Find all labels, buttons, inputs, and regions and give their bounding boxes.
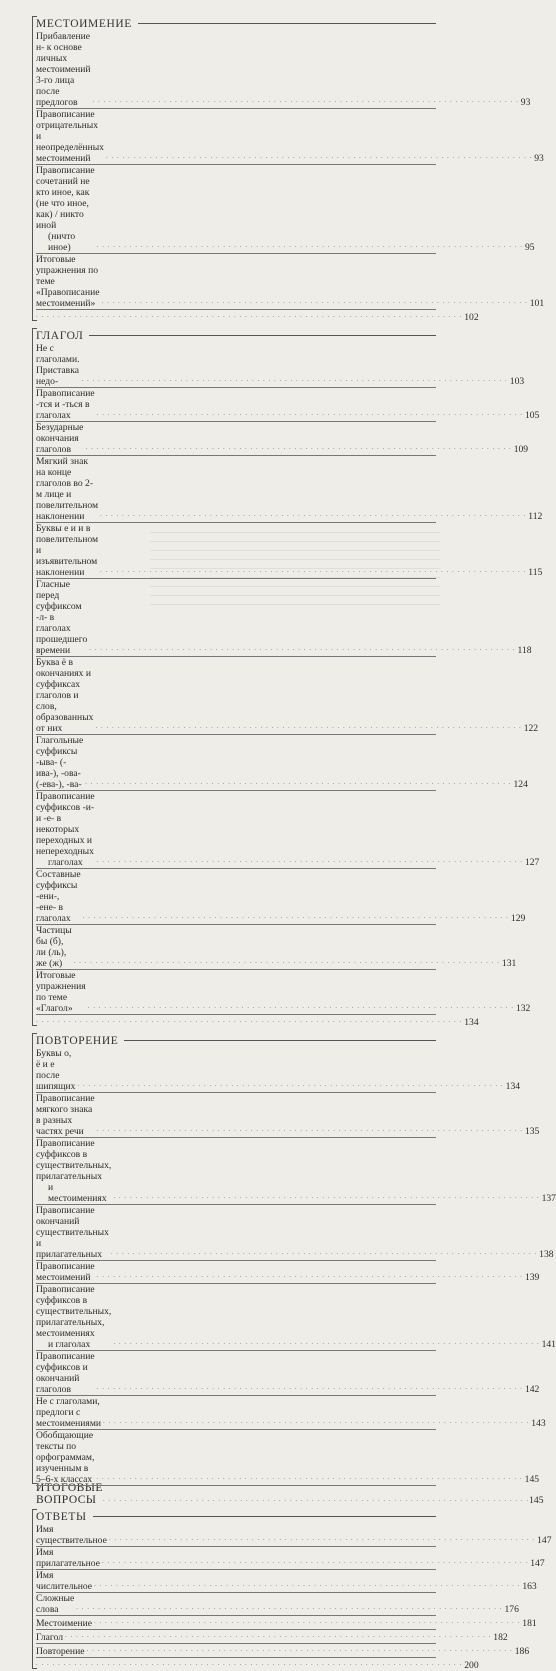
page-number: 137	[541, 1193, 556, 1204]
page-number: 145	[529, 1495, 544, 1506]
entry-title	[36, 254, 101, 309]
page-number: 131	[501, 958, 517, 969]
page-number: 129	[510, 913, 526, 924]
dot-leader: . . . . . . . . . . . . . . . . . . . . . . . . . . . . . . . . . . . . . . . . . . . . . . . . . . . . . . . . . . . . . . . . . . . . . . . . . . . . . .	[77, 1080, 504, 1088]
page-number: 138	[539, 1249, 554, 1260]
page-number: 112	[528, 511, 543, 522]
toc-entry[interactable]	[36, 1593, 519, 1616]
dot-leader: . . . . . . . . . . . . . . . . . . . . . . . . . . . . . . . . . . . . . . . . . . . . . . . . . . . . . . . . . . . . . . . . . . . . . . . . . . . . . .	[100, 510, 527, 518]
entry-title-text: Итоговые упражнения по теме «Глагол»	[36, 970, 86, 1014]
toc-entry[interactable]	[36, 1351, 540, 1396]
entry-title-text: Правописание суффиксов и окончаний глаголов	[36, 1351, 95, 1395]
entry-title	[36, 343, 82, 387]
page-number: 122	[523, 723, 539, 734]
dot-leader: . . . . . . . . . . . . . . . . . . . . . . . . . . . . . . . . . . . . . . . . . . . . . . . . . . . . . . . . . . . . . . . . . . . . . . . . . . . . . .	[101, 297, 528, 305]
page-number: 102	[464, 312, 479, 323]
dot-leader: . . . . . . . . . . . . . . . . . . . . . . . . . . . . . . . . . . . . . . . . . . . . . . . . . . . . . . . . . . . . . . . . . . . . . . . . . . . . . .	[81, 375, 508, 383]
section-2	[36, 328, 543, 1028]
dot-leader: . . . . . . . . . . . . . . . . . . . . . . . . . . . . . . . . . . . . . . . . . . . . . . . . . . . . . . . . . . . . . . . . . . . . . . . . . . . . . .	[110, 1248, 538, 1256]
toc-entry[interactable]	[36, 1093, 540, 1138]
toc-entry[interactable]	[36, 1396, 546, 1430]
page-number: 186	[514, 1646, 530, 1657]
section-bracket	[32, 1509, 37, 1669]
toc-entry[interactable]	[36, 1547, 545, 1570]
dot-leader: . . . . . . . . . . . . . . . . . . . . . . . . . . . . . . . . . . . . . . . . . . . . . . . . . . . . . . . . . . . . . . . . . . . . . . . . . . . . . .	[94, 1617, 521, 1625]
entry-title-continuation: глаголах	[48, 857, 83, 868]
entry-title-text: Не с глаголами, предлоги с местоимениями	[36, 1396, 102, 1429]
entry-title-continuation: (ничто иное)	[48, 231, 76, 253]
dot-leader: . . . . . . . . . . . . . . . . . . . . . . . . . . . . . . . . . . . . . . . . . . . . . . . . . . . . . . . . . . . . . . . . . . . . . . . . . . . . . .	[85, 778, 512, 786]
page-number: 181	[522, 1618, 537, 1629]
entry-title	[36, 165, 97, 253]
entry-title-text: Обобщающие тексты по орфограммам, изученным в 5–6-х классах	[36, 1430, 95, 1485]
entry-title	[36, 1048, 77, 1092]
entry-title-text: Правописание окончаний существительных и прилагательных	[36, 1205, 109, 1260]
toc-entry[interactable]	[36, 109, 544, 165]
entry-title	[36, 1351, 97, 1395]
entry-title-text: Имя существительное	[36, 1524, 107, 1546]
toc-entry[interactable]	[36, 1616, 537, 1630]
entry-title-text: Правописание отрицательных и неопределённых местоимений	[36, 109, 104, 164]
section-bracket	[32, 1033, 37, 1484]
toc-entry[interactable]	[36, 869, 526, 925]
dot-leader: . . . . . . . . . . . . . . . . . . . . . . . . . . . . . . . . . . . . . . . . . . . . . . . . . . . . . . . . . . . . . . . . . . . . . . . . . . . . . .	[85, 443, 512, 451]
toc-entry[interactable]	[36, 1524, 552, 1547]
page-number: 141	[541, 1339, 556, 1350]
dot-leader: . . . . . . . . . . . . . . . . . . . . . . . . . . . . . . . . . . . . . . . . . . . . . . . . . . . . . . . . . . . . . . . . . . . . . . . . . . . . . .	[96, 1383, 523, 1391]
entry-title-text: Не с глаголами. Приставка недо-	[36, 343, 80, 387]
toc-entry[interactable]	[36, 735, 528, 791]
section-rule	[138, 23, 436, 24]
section-rule	[89, 335, 436, 336]
dot-leader: . . . . . . . . . . . . . . . . . . . . . . . . . . . . . . . . . . . . . . . . . . . . . . . . . . . . . . . . . . . . . . . . . . . . . . . . . . . . . .	[96, 1473, 523, 1481]
entry-title	[36, 388, 97, 421]
dot-leader: . . . . . . . . . . . . . . . . . . . . . . . . . . . . . . . . . . . . . . . . . . . . . . . . . . . . . . . . . . . . . . . . . . . . . . . . . . . . . .	[108, 1534, 536, 1542]
dot-leader: . . . . . . . . . . . . . . . . . . . . . . . . . . . . . . . . . . . . . . . . . . . . . . . . . . . . . . . . . . . . . . . . . . . . . . . . . . . . . .	[36, 1016, 463, 1024]
page-number: 143	[531, 1418, 546, 1429]
page-number: 134	[505, 1081, 521, 1092]
entry-title-text: Сложные слова	[36, 1593, 75, 1615]
toc-entry[interactable]	[36, 165, 535, 254]
dot-leader: . . . . . . . . . . . . . . . . . . . . . . . . . . . . . . . . . . . . . . . . . . . . . . . . . . . . . . . . . . . . . . . . . . . . . . . . . . . . . .	[82, 912, 509, 920]
entry-title	[36, 925, 74, 969]
dot-leader: . . . . . . . . . . . . . . . . . . . . . . . . . . . . . . . . . . . . . . . . . . . . . . . . . . . . . . . . . . . . . . . . . . . . . . . . . . . . . .	[100, 566, 527, 574]
dot-leader: . . . . . . . . . . . . . . . . . . . . . . . . . . . . . . . . . . . . . . . . . . . . . . . . . . . . . . . . . . . . . . . . . . . . . . . . . . . . . .	[113, 1338, 540, 1346]
section-title: ПОВТОРЕНИЕ	[36, 1034, 119, 1047]
entry-title-text: Буквы о, ё и е после шипящих	[36, 1048, 76, 1092]
section-heading	[36, 1509, 436, 1524]
entry-title-text: Повторение	[36, 1646, 85, 1657]
entry-title	[36, 1547, 102, 1569]
page-number: 134	[464, 1017, 479, 1028]
dot-leader: . . . . . . . . . . . . . . . . . . . . . . . . . . . . . . . . . . . . . . . . . . . . . . . . . . . . . . . . . . . . . . . . . . . . . . . . . . . . . .	[96, 241, 523, 249]
entry-title-text: Имя числительное	[36, 1570, 93, 1592]
page-number: 109	[513, 444, 529, 455]
toc-entry[interactable]	[36, 388, 540, 422]
dot-leader: . . . . . . . . . . . . . . . . . . . . . . . . . . . . . . . . . . . . . . . . . . . . . . . . . . . . . . . . . . . . . . . . . . . . . . . . . . . . . .	[102, 1495, 530, 1503]
dot-leader: . . . . . . . . . . . . . . . . . . . . . . . . . . . . . . . . . . . . . . . . . . . . . . . . . . . . . . . . . . . . . . . . . . . . . . . . . . . . . .	[73, 957, 500, 965]
page-number: 103	[509, 376, 525, 387]
final-questions-title: ИТОГОВЫЕ ВОПРОСЫ	[36, 1482, 103, 1506]
section-heading	[36, 16, 436, 31]
entry-title-continuation: и глаголах	[48, 1339, 91, 1350]
entry-title	[36, 1430, 96, 1485]
entry-title-text: Правописание -тся и -ться в глаголах	[36, 388, 95, 421]
dot-leader: . . . . . . . . . . . . . . . . . . . . . . . . . . . . . . . . . . . . . . . . . . . . . . . . . . . . . . . . . . . . . . . . . . . . . . . . . . . . . .	[96, 409, 523, 417]
entry-title	[36, 1261, 97, 1283]
page-number: 118	[517, 645, 532, 656]
section-3	[36, 1033, 556, 1486]
toc-entry[interactable]	[36, 31, 531, 109]
section-bracket	[32, 328, 37, 1026]
page-number: 139	[524, 1272, 540, 1283]
entry-title	[36, 657, 95, 734]
page-number: 163	[522, 1581, 537, 1592]
entry-title	[36, 735, 85, 790]
page-number: 95	[524, 242, 535, 253]
entry-title-text: Итоговые упражнения по теме «Правописание местоимений»	[36, 254, 100, 309]
section-bracket	[32, 16, 37, 321]
toc-entry[interactable]	[36, 422, 529, 456]
page-number: 105	[524, 410, 540, 421]
entry-title-text: Мягкий знак на конце глаголов во 2-м лице и повелительном наклонении	[36, 456, 99, 522]
dot-leader: . . . . . . . . . . . . . . . . . . . . . . . . . . . . . . . . . . . . . . . . . . . . . . . . . . . . . . . . . . . . . . . . . . . . . . . . . . . . . .	[101, 1557, 529, 1565]
entry-title-text: Местоимение	[36, 1618, 93, 1629]
toc-entry[interactable]	[36, 523, 543, 579]
page-number: 145	[524, 1474, 540, 1485]
entry-title-text: Частицы бы (б), ли (ль), же (ж)	[36, 925, 72, 969]
section-title: ГЛАГОЛ	[36, 329, 84, 342]
entry-title	[36, 422, 85, 455]
toc-entry[interactable]	[36, 1284, 556, 1351]
page-number: 182	[493, 1632, 508, 1643]
entry-title-text: Глагольные суффиксы -ыва- (-ива-), -ова- (-ева-), -ва-	[36, 735, 84, 790]
page-number: 101	[529, 298, 545, 309]
toc-entry[interactable]	[36, 1048, 521, 1093]
page-number: 200	[464, 1660, 479, 1671]
entry-title	[36, 791, 97, 868]
page-number: 93	[534, 153, 544, 164]
answers-section	[36, 1509, 552, 1671]
toc-entry[interactable]	[36, 1261, 540, 1284]
toc-entry[interactable]	[36, 1430, 540, 1486]
final-questions-entry[interactable]	[36, 1482, 544, 1506]
entry-title	[36, 1093, 97, 1137]
entry-title	[36, 109, 106, 164]
entry-title-text: Безударные окончания глаголов	[36, 422, 84, 455]
page-number: 135	[524, 1126, 540, 1137]
entry-title-text: Имя прилагательное	[36, 1547, 100, 1569]
dot-leader: . . . . . . . . . . . . . . . . . . . . . . . . . . . . . . . . . . . . . . . . . . . . . . . . . . . . . . . . . . . . . . . . . . . . . . . . . . . . . .	[96, 1271, 523, 1279]
entry-title	[36, 523, 100, 578]
toc-entry[interactable]	[36, 579, 532, 657]
dot-leader: . . . . . . . . . . . . . . . . . . . . . . . . . . . . . . . . . . . . . . . . . . . . . . . . . . . . . . . . . . . . . . . . . . . . . . . . . . . . . .	[95, 722, 522, 730]
entry-title	[36, 1646, 86, 1657]
entry-title	[36, 1396, 103, 1429]
entry-title-text: Гласные перед суффиксом -л- в глаголах прошедшего времени	[36, 579, 88, 656]
dot-leader: . . . . . . . . . . . . . . . . . . . . . . . . . . . . . . . . . . . . . . . . . . . . . . . . . . . . . . . . . . . . . . . . . . . . . . . . . . . . . .	[105, 152, 533, 160]
toc-entry[interactable]	[36, 1205, 554, 1261]
dot-leader: . . . . . . . . . . . . . . . . . . . . . . . . . . . . . . . . . . . . . . . . . . . . . . . . . . . . . . . . . . . . . . . . . . . . . . . . . . . . . .	[96, 1125, 523, 1133]
dot-leader: . . . . . . . . . . . . . . . . . . . . . . . . . . . . . . . . . . . . . . . . . . . . . . . . . . . . . . . . . . . . . . . . . . . . . . . . . . . . . .	[36, 311, 463, 319]
entry-title-text: Буква ё в окончаниях и суффиксах глаголов и слов, образованных от них	[36, 657, 94, 734]
toc-entry[interactable]	[36, 1644, 530, 1658]
toc-entry[interactable]	[36, 925, 517, 970]
toc-entry[interactable]	[36, 1570, 537, 1593]
section-title: МЕСТОИМЕНИЕ	[36, 17, 132, 30]
section-heading	[36, 328, 436, 343]
entry-title	[36, 1632, 65, 1643]
toc-entry[interactable]	[36, 254, 545, 310]
dot-leader: . . . . . . . . . . . . . . . . . . . . . . . . . . . . . . . . . . . . . . . . . . . . . . . . . . . . . . . . . . . . . . . . . . . . . . . . . . . . . .	[89, 644, 516, 652]
entry-title-text: Правописание мягкого знака в разных частях речи	[36, 1093, 95, 1137]
entry-title	[36, 970, 88, 1014]
entry-title	[36, 1570, 94, 1592]
page-number: 147	[530, 1558, 545, 1569]
entry-title-text: Правописание суффиксов -и- и -е- в некоторых переходных и непереходных	[36, 791, 95, 857]
entry-title-text: Прибавление н- к основе личных местоимений 3-го лица после предлогов	[36, 31, 91, 108]
dot-leader: . . . . . . . . . . . . . . . . . . . . . . . . . . . . . . . . . . . . . . . . . . . . . . . . . . . . . . . . . . . . . . . . . . . . . . . . . . . . . .	[36, 1659, 463, 1667]
section-title: ОТВЕТЫ	[36, 1510, 87, 1523]
entry-title-text: Правописание суффиксов в существительных, прилагательных, местоимениях	[36, 1284, 112, 1339]
page-number: 127	[524, 857, 540, 868]
page-number: 132	[515, 1003, 531, 1014]
entry-title-text: Глагол	[36, 1632, 64, 1643]
dot-leader: . . . . . . . . . . . . . . . . . . . . . . . . . . . . . . . . . . . . . . . . . . . . . . . . . . . . . . . . . . . . . . . . . . . . . . . . . . . . . .	[113, 1192, 540, 1200]
section-rule	[93, 1516, 436, 1517]
entry-title-text: Буквы е и и в повелительном и изъявительном наклонении	[36, 523, 99, 578]
toc-entry[interactable]	[36, 456, 543, 523]
entry-title	[36, 1284, 113, 1350]
toc-entry[interactable]	[36, 343, 525, 388]
dot-leader: . . . . . . . . . . . . . . . . . . . . . . . . . . . . . . . . . . . . . . . . . . . . . . . . . . . . . . . . . . . . . . . . . . . . . . . . . . . . . .	[86, 1645, 513, 1653]
dot-leader: . . . . . . . . . . . . . . . . . . . . . . . . . . . . . . . . . . . . . . . . . . . . . . . . . . . . . . . . . . . . . . . . . . . . . . . . . . . . . .	[103, 1417, 530, 1425]
dot-leader: . . . . . . . . . . . . . . . . . . . . . . . . . . . . . . . . . . . . . . . . . . . . . . . . . . . . . . . . . . . . . . . . . . . . . . . . . . . . . .	[87, 1002, 514, 1010]
toc-entry[interactable]	[36, 1630, 508, 1644]
entry-title	[36, 1138, 113, 1204]
dot-leader: . . . . . . . . . . . . . . . . . . . . . . . . . . . . . . . . . . . . . . . . . . . . . . . . . . . . . . . . . . . . . . . . . . . . . . . . . . . . . .	[65, 1631, 492, 1639]
entry-title	[36, 1618, 94, 1629]
section-1	[36, 16, 545, 323]
entry-title-text: Правописание местоимений	[36, 1261, 95, 1283]
entry-title	[36, 31, 93, 108]
page-number: 147	[537, 1535, 552, 1546]
toc-entry[interactable]	[36, 791, 540, 869]
entry-title	[36, 579, 89, 656]
section-end-page	[36, 1658, 479, 1671]
entry-title	[36, 1524, 109, 1546]
dot-leader: . . . . . . . . . . . . . . . . . . . . . . . . . . . . . . . . . . . . . . . . . . . . . . . . . . . . . . . . . . . . . . . . . . . . . . . . . . . . . .	[94, 1580, 521, 1588]
toc-entry[interactable]	[36, 970, 531, 1015]
section-end-page	[36, 310, 479, 323]
page-number: 124	[513, 779, 528, 790]
toc-entry[interactable]	[36, 657, 539, 735]
entry-title-text: Составные суффиксы -ени-, -ене- в глаголах	[36, 869, 81, 924]
entry-title	[36, 456, 100, 522]
dot-leader: . . . . . . . . . . . . . . . . . . . . . . . . . . . . . . . . . . . . . . . . . . . . . . . . . . . . . . . . . . . . . . . . . . . . . . . . . . . . . .	[92, 96, 519, 104]
entry-title	[36, 1205, 111, 1260]
entry-title-continuation: и местоимениях	[48, 1182, 107, 1204]
dot-leader: . . . . . . . . . . . . . . . . . . . . . . . . . . . . . . . . . . . . . . . . . . . . . . . . . . . . . . . . . . . . . . . . . . . . . . . . . . . . . .	[76, 1603, 503, 1611]
dot-leader: . . . . . . . . . . . . . . . . . . . . . . . . . . . . . . . . . . . . . . . . . . . . . . . . . . . . . . . . . . . . . . . . . . . . . . . . . . . . . .	[96, 856, 523, 864]
page-number: 176	[504, 1604, 519, 1615]
entry-title	[36, 1593, 76, 1615]
page-number: 142	[524, 1384, 540, 1395]
toc-entry[interactable]	[36, 1138, 556, 1205]
section-heading	[36, 1033, 436, 1048]
section-rule	[124, 1040, 436, 1041]
entry-title	[36, 869, 83, 924]
page-number: 115	[528, 567, 543, 578]
entry-title-text: Правописание суффиксов в существительных, прилагательных	[36, 1138, 112, 1182]
section-end-page	[36, 1015, 479, 1028]
entry-title-text: Правописание сочетаний не кто иное, как (не что иное, как) / никто иной	[36, 165, 95, 231]
page-number: 93	[520, 97, 531, 108]
